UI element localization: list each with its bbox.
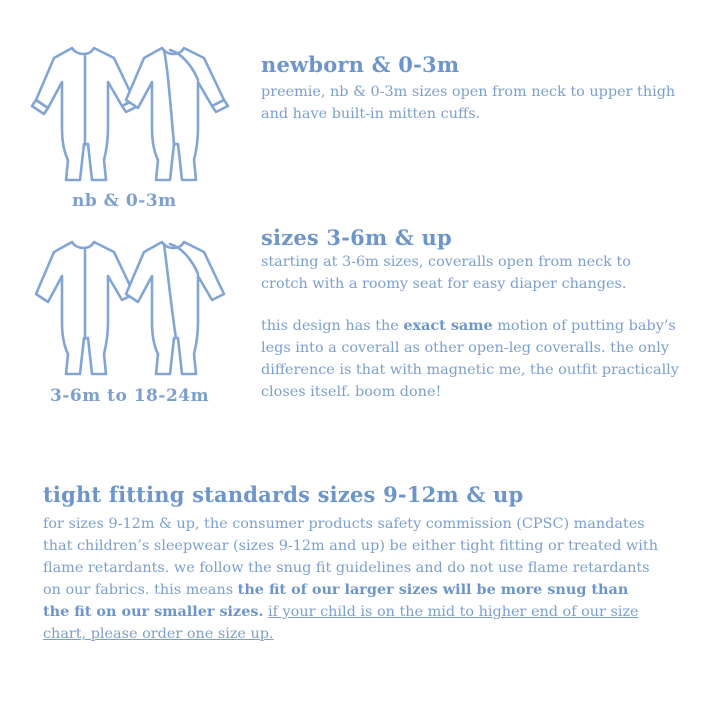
order-size-up-link[interactable]: if your child is on the mid to higher end of our size chart, please order one size up.	[43, 604, 639, 642]
sizes-3-6m-description: starting at 3-6m sizes, coveralls open from neck to crotch with a roomy seat for easy diaper changes.	[261, 254, 631, 292]
coverall-front-icon	[36, 242, 134, 374]
sizes-3-6m-design-note	[261, 315, 701, 403]
newborn-coverall-illustration	[22, 40, 237, 190]
newborn-size-label: nb & 0-3m	[72, 191, 177, 211]
coverall-pair-icon	[22, 234, 237, 384]
tight-fitting-heading: tight fitting standards sizes 9-12m & up	[43, 482, 524, 507]
tight-fitting-description	[43, 513, 658, 645]
newborn-heading: newborn & 0-3m	[261, 52, 460, 77]
design-note-text-c: motion of putting baby’s legs into a coverall as other open-leg coveralls. the only difference is that with magnetic me, the outfit practically closes itself. boom done!	[261, 318, 679, 400]
sizes-3-6m-heading: sizes 3-6m & up	[261, 225, 452, 250]
sizes-3-6m-size-label: 3-6m to 18-24m	[50, 386, 210, 406]
tight-fitting-emphasis: the fit of our larger sizes will be more snug than the fit on our smaller sizes.	[43, 581, 629, 620]
coverall-pair-icon	[22, 40, 237, 190]
coverall-front-icon	[32, 48, 138, 180]
design-note-emphasis: exact same	[403, 317, 493, 334]
coverall-open-icon	[126, 242, 224, 374]
coverall-open-icon	[126, 48, 228, 180]
tight-fitting-text-a: for sizes 9-12m & up, the consumer products safety commission (CPSC) mandates that children’s sleepwear (sizes 9-12m and up) be either tight fitting or treated with flame retardants. we follow the snug fit guidelines and do not use flame retardants on our fabrics. this means	[43, 516, 658, 598]
newborn-description: preemie, nb & 0-3m sizes open from neck to upper thigh and have built-in mitten cuffs.	[261, 84, 676, 122]
design-note-text-a: this design has the	[261, 318, 404, 334]
sizes-3-6m-coverall-illustration	[22, 234, 237, 384]
